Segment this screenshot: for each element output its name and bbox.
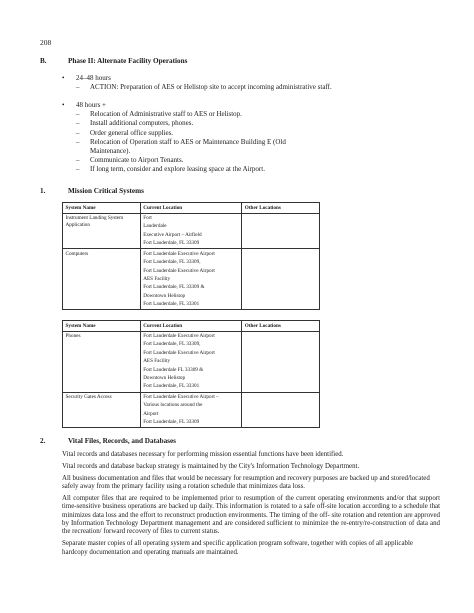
column-header: System Name [63,203,141,214]
table-row [63,392,320,428]
dash-icon: – [76,156,80,165]
current-location-cell [140,249,242,310]
current-location-cell [140,213,242,249]
section-b-title: Phase II: Alternate Facility Operations [68,57,188,65]
other-locations-cell [242,331,320,392]
system-name-cell: Computers [63,249,141,310]
location-line: Airport [143,410,159,417]
dash-icon: – [76,165,80,174]
location-line: Fort Lauderdale, FL 33309 [143,240,200,247]
dash-item [62,129,286,138]
dash-item [62,119,286,128]
location-line: Fort Lauderdale, FL 33309 [143,419,200,426]
table-row [63,249,320,310]
column-header: Other Locations [242,203,320,214]
dash-text: ACTION: Preparation of AES or Helistop site to accept incoming administrative staff. [90,83,332,92]
section-1-heading [40,187,144,195]
dash-item [62,156,286,165]
table-row [63,213,320,249]
current-location-cell [140,331,242,392]
bullet-group-24-48 [62,74,332,92]
location-line: Fort Lauderdale FL 33309 & [143,366,204,373]
paragraph: Vital records and databases necessary for performing mission essential functions have been identified. [62,451,344,458]
section-b-heading [40,57,187,65]
bullet-label: 48 hours + [76,101,107,109]
bullet-group-48-plus [62,101,286,175]
section-2-body [62,451,440,560]
location-line: Executive Airport – Airfield [143,231,202,238]
mission-critical-table-1 [62,202,320,310]
table-row [63,331,320,392]
column-header: Other Locations [242,321,320,332]
dash-icon: – [76,137,80,146]
location-line: Fort Lauderdale Executive Airport [143,250,215,257]
paragraph: All business documentation and files that would be necessary for resumption and recovery purposes are backed up and stored/located safely away from the primary facility using a rotation schedule that minimizes data loss. [62,474,430,490]
table-header-row [63,203,320,214]
other-locations-cell [242,213,320,249]
paragraph: All computer files that are required to be implemented prior to resumption of the current operating environments and/or that support time-sensitive business operations are backed up daily. This information is rotated to a safe off-site location according to a schedule that minimizes data loss and the effort to reconstruct production environments. The timing of the off- site rotation and retention are approved by Information Technology Department management and are considered sufficient to minimize the re-entry/re-construction of data and the recreation/ forward recovery of files to current status. [62,494,440,536]
dash-icon: – [76,128,80,137]
section-2-heading [40,437,176,445]
section-2-number: 2. [40,437,46,445]
location-line: Downtown Helistop [143,292,186,299]
section-1-number: 1. [40,187,46,195]
other-locations-cell [242,249,320,310]
system-name-cell: Security Gates Access [63,392,141,428]
dash-text: Install additional computers, phones. [90,119,194,128]
section-1-title: Mission Critical Systems [68,187,144,195]
location-line: Fort Lauderdale Executive Airport – [143,394,219,401]
column-header: System Name [63,321,141,332]
bullet-icon: • [62,101,65,109]
bullet-item [62,74,332,83]
location-line: Fort Lauderdale Executive Airport [143,349,215,356]
location-line: Fort Lauderdale, FL 33309, [143,259,201,266]
column-header: Current Location [140,321,242,332]
dash-item [62,165,286,174]
system-name-cell: Instrument Landing System Application [63,213,141,249]
section-b-number: B. [40,57,47,65]
location-line: Lauderdale [143,223,167,230]
system-name-cell: Phones [63,331,141,392]
dash-item [62,110,286,119]
location-line: Downtown Helistop [143,375,186,382]
other-locations-cell [242,392,320,428]
location-line: AES Facility [143,358,171,365]
location-line: Fort Lauderdale, FL 33301 [143,301,200,308]
paragraph: Separate master copies of all operating system and specific application program software, together with copies of all applicable hardcopy documentation and operating manuals are maintained. [62,540,413,556]
location-line: Fort Lauderdale, FL 33301 [143,383,200,390]
dash-item-continuation [62,147,286,156]
location-line: Fort [143,215,152,222]
page-number: 208 [40,38,52,47]
location-line: Fort Lauderdale, FL 33309, [143,341,201,348]
current-location-cell [140,392,242,428]
location-line: Fort Lauderdale, FL 33309 & [143,284,205,291]
bullet-label: 24–48 hours [76,74,111,82]
dash-item [62,138,286,147]
bullet-icon: • [62,74,65,82]
dash-icon: – [76,119,80,128]
location-line: Various locations around the [143,402,203,409]
section-2-title: Vital Files, Records, and Databases [68,437,176,445]
location-line: Fort Lauderdale Executive Airport [143,333,215,340]
location-line: Fort Lauderdale Executive Airport [143,267,215,274]
paragraph: Vital records and database backup strategy is maintained by the City's Information Technology Department. [62,462,360,470]
dash-text: Relocation of Operation staff to AES or Maintenance Building E (Old [90,137,286,146]
bullet-item [62,101,286,110]
dash-text: Relocation of Administrative staff to AES or Helistop. [90,110,242,119]
dash-text: Order general office supplies. [90,128,174,137]
dash-text: If long term, consider and explore leasing space at the Airport. [90,165,265,174]
dash-icon: – [76,83,80,92]
dash-text: Maintenance). [90,147,131,156]
dash-text: Communicate to Airport Tenants. [90,156,184,165]
mission-critical-table-2 [62,320,320,428]
table-header-row [63,321,320,332]
dash-item [62,83,332,92]
column-header: Current Location [140,203,242,214]
location-line: AES Facility [143,276,171,283]
dash-icon: – [76,110,80,119]
